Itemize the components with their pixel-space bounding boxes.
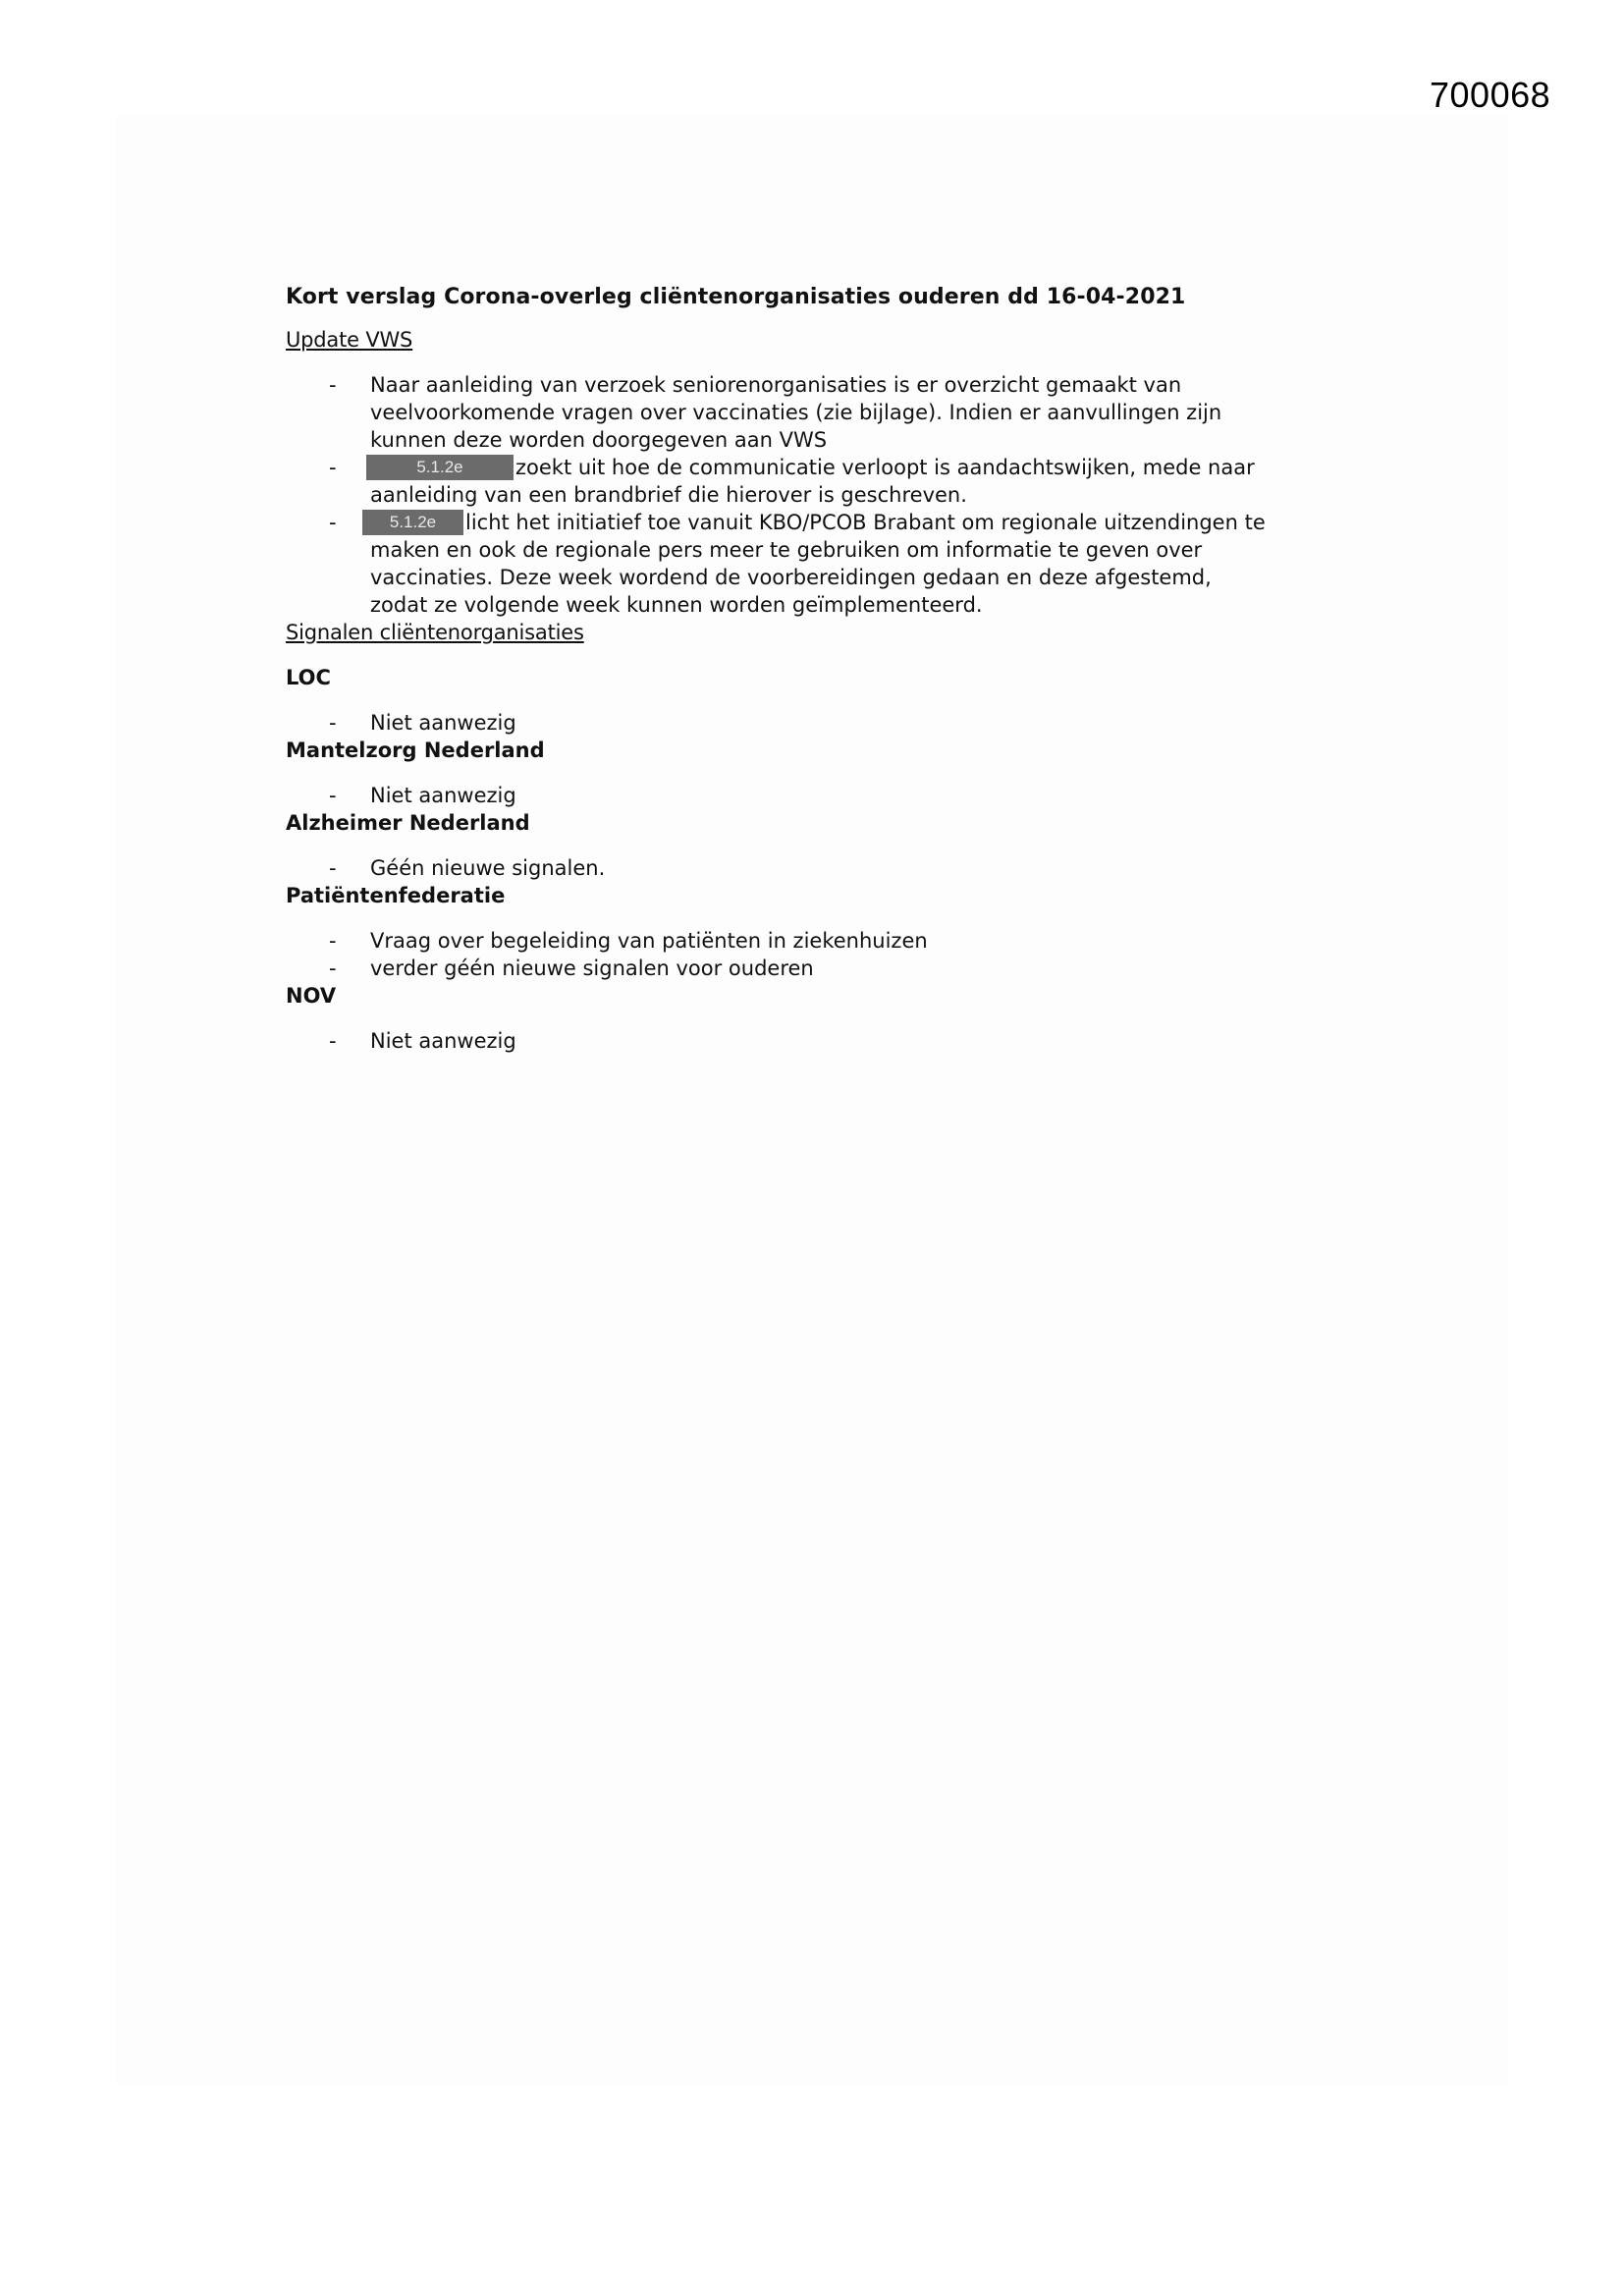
- list-item: [286, 709, 1268, 737]
- document-body: [286, 283, 1366, 1055]
- section-heading-signals: Signalen cliëntenorganisaties: [286, 621, 584, 644]
- redaction-box: 5.1.2e: [366, 455, 514, 480]
- list-item-text: Vraag over begeleiding van patiënten in ziekenhuizen: [370, 929, 928, 953]
- list-item: [286, 782, 1268, 809]
- org-list-nov: [286, 1027, 1366, 1055]
- list-item-text: zoekt uit hoe de communicatie verloopt is aandachtswijken, mede naar aanleiding van een brandbrief die hierover is geschreven.: [370, 456, 1255, 507]
- list-item-text: Niet aanwezig: [370, 1029, 516, 1053]
- bullet-dash: -: [329, 511, 337, 534]
- list-item: [286, 854, 1268, 882]
- org-heading-nov: NOV: [286, 984, 337, 1008]
- org-heading-patientenfederatie: Patiëntenfederatie: [286, 884, 506, 907]
- org-list-patientenfederatie: [286, 927, 1366, 982]
- document-title: Kort verslag Corona-overleg cliëntenorganisaties ouderen dd 16-04-2021: [286, 285, 1186, 309]
- org-heading-mantelzorg: Mantelzorg Nederland: [286, 738, 545, 762]
- bullet-dash: -: [329, 929, 337, 953]
- list-item: [286, 509, 1268, 619]
- list-item-text: licht het initiatief toe vanuit KBO/PCOB Brabant om regionale uitzendingen te maken en ook de regionale pers meer te gebruiken om informatie te geven over vaccinaties. Deze week wordend de voorbereidingen gedaan en deze afgestemd, zodat ze volgende week kunnen worden geïmplementeerd.: [370, 511, 1266, 617]
- bullet-dash: -: [329, 711, 337, 735]
- list-item: [286, 454, 1268, 509]
- org-list-mantelzorg: [286, 782, 1366, 809]
- bullet-dash: -: [329, 784, 337, 807]
- bullet-dash: -: [329, 373, 337, 397]
- list-item-text: Niet aanwezig: [370, 784, 516, 807]
- redaction-box: 5.1.2e: [362, 510, 463, 535]
- list-item-text: Naar aanleiding van verzoek seniorenorganisaties is er overzicht gemaakt van veelvoorkomende vragen over vaccinaties (zie bijlage). Indien er aanvullingen zijn kunnen deze worden doorgegeven aan VWS: [370, 373, 1222, 452]
- bullet-dash: -: [329, 456, 337, 479]
- list-item: [286, 955, 1268, 982]
- list-item: [286, 1027, 1268, 1055]
- list-item: [286, 927, 1268, 955]
- document-number: 700068: [1430, 75, 1551, 115]
- org-list-loc: [286, 709, 1366, 737]
- list-item-text: verder géén nieuwe signalen voor ouderen: [370, 957, 814, 980]
- org-heading-alzheimer: Alzheimer Nederland: [286, 811, 530, 835]
- list-item-text: Niet aanwezig: [370, 711, 516, 735]
- list-item: [286, 371, 1268, 454]
- bullet-dash: -: [329, 856, 337, 880]
- org-heading-loc: LOC: [286, 666, 331, 689]
- org-list-alzheimer: [286, 854, 1366, 882]
- list-item-text: Géén nieuwe signalen.: [370, 856, 606, 880]
- bullet-dash: -: [329, 957, 337, 980]
- bullet-dash: -: [329, 1029, 337, 1053]
- update-vws-list: [286, 371, 1366, 619]
- section-heading-update-vws: Update VWS: [286, 328, 413, 352]
